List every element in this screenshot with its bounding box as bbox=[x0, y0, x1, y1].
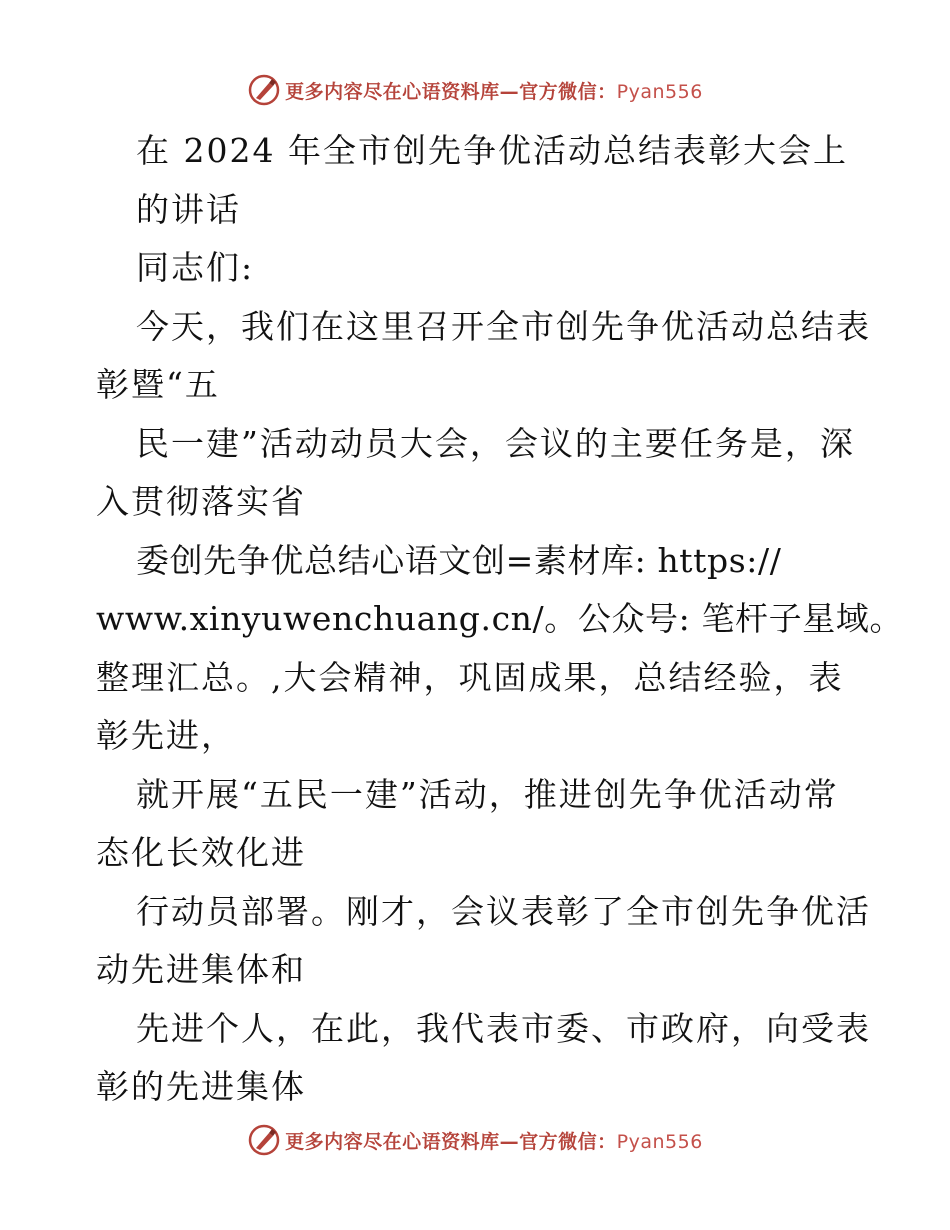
pen-logo-icon bbox=[247, 1123, 281, 1157]
title-line-2: 的讲话 bbox=[136, 189, 241, 229]
paragraph-line: 委创先争优总结心语文创=素材库: https:// bbox=[136, 540, 782, 580]
paragraph-line: 态化长效化进 bbox=[96, 833, 306, 872]
paragraph-line: www.xinyuwenchuang.cn/。公众号: 笔杆子星域。 bbox=[96, 599, 904, 638]
paragraph-line: 民一建”活动动员大会，会议的主要任务是，深 bbox=[136, 423, 855, 463]
header-watermark-banner bbox=[0, 70, 950, 110]
paragraph-line: 就开展“五民一建”活动，推进创先争优活动常 bbox=[136, 774, 839, 814]
paragraph-line: 整理汇总。,大会精神，巩固成果，总结经验，表 bbox=[96, 657, 844, 697]
paragraph-line: 入贯彻落实省 bbox=[96, 482, 306, 521]
wechat-id: Pyan556 bbox=[616, 80, 703, 103]
paragraph-line: 动先进集体和 bbox=[96, 950, 306, 989]
watermark-text: 更多内容尽在心语资料库—官方微信：Pyan556 bbox=[285, 1130, 703, 1153]
document-body bbox=[96, 122, 904, 1117]
footer-watermark-banner bbox=[0, 1120, 950, 1160]
pen-logo-icon bbox=[247, 73, 281, 107]
wechat-id: Pyan556 bbox=[616, 1130, 703, 1153]
paragraph-line: 彰暨“五 bbox=[96, 365, 220, 404]
paragraph-line: 今天，我们在这里召开全市创先争优活动总结表 bbox=[136, 306, 871, 346]
paragraph-line: 行动员部署。刚才，会议表彰了全市创先争优活 bbox=[136, 891, 871, 931]
salutation: 同志们: bbox=[136, 248, 255, 287]
paragraph-line: 先进个人，在此，我代表市委、市政府，向受表 bbox=[136, 1008, 871, 1048]
title-line-1: 在 2024 年全市创先争优活动总结表彰大会上 bbox=[136, 131, 848, 170]
watermark-text: 更多内容尽在心语资料库—官方微信：Pyan556 bbox=[285, 80, 703, 103]
paragraph-line: 彰先进， bbox=[96, 716, 236, 755]
paragraph-line: 彰的先进集体 bbox=[96, 1067, 306, 1106]
